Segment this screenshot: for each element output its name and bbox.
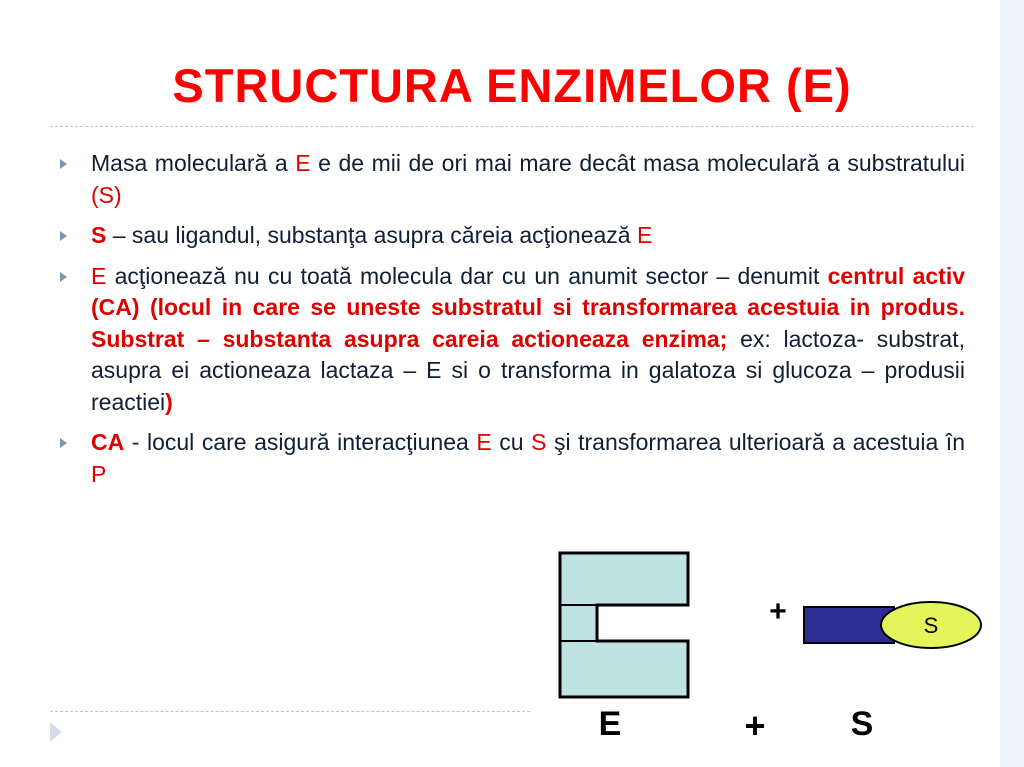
closing-parenthesis: ) — [165, 388, 173, 415]
substrate-symbol: (S) — [91, 181, 122, 208]
bullet-arrow-icon — [60, 159, 67, 169]
footer-divider — [50, 711, 530, 712]
slide-title: STRUCTURA ENZIMELOR (E) — [172, 59, 852, 112]
bullet-arrow-icon — [60, 231, 67, 241]
label-e: E — [598, 705, 622, 743]
bullet-text: cu — [491, 429, 532, 455]
bullet-item-active-center — [60, 261, 965, 419]
active-center-definition: centrul activ (CA) (locul in care se uneste substratul si transformarea acestuia in produs. Substrat – substanta asupra careia actioneaza enzima; — [91, 262, 966, 352]
label-plus: + — [744, 705, 766, 746]
product-symbol: P — [91, 460, 107, 487]
bullet-arrow-icon — [60, 438, 67, 448]
bullet-text: e de mii de ori mai mare decât masa moleculară a substratului — [310, 150, 965, 176]
bullet-text: Masa moleculară a — [91, 150, 296, 176]
bullet-text: ex: lactoza- substrat, asupra ei actioneaza lactaza – E si o transforma in galatoza si glucoza – produsii reactiei — [91, 325, 965, 415]
bullet-item-molecular-mass — [60, 148, 965, 211]
enzyme-symbol: E — [295, 150, 311, 176]
bullet-item-ca — [60, 427, 965, 490]
substrate-label: S — [923, 613, 939, 638]
bullet-text: – sau ligandul, substanţa asupra căreia acţionează — [106, 222, 637, 248]
bullet-item-substrate — [60, 220, 965, 252]
bullet-text: şi transformarea ulterioară a acestuia în — [546, 429, 965, 455]
bullet-text: acţionează nu cu toată molecula dar cu un anumit sector – denumit — [106, 262, 828, 289]
bullet-text: - locul care asigură interacţiunea — [124, 429, 477, 455]
corner-arrow-icon — [50, 722, 62, 742]
enzyme-symbol: E — [636, 222, 653, 248]
label-s: S — [850, 705, 874, 743]
bullet-arrow-icon — [60, 272, 67, 282]
title-divider — [50, 126, 974, 127]
enzyme-substrate-diagram — [550, 545, 988, 755]
slide-side-bar — [1000, 0, 1024, 767]
bullet-list — [60, 148, 965, 499]
ca-symbol: CA — [91, 429, 125, 455]
plus-sign-top: + — [769, 595, 787, 628]
enzyme-symbol: E — [476, 429, 492, 455]
substrate-symbol: S — [91, 222, 107, 248]
substrate-symbol: S — [531, 429, 547, 455]
enzyme-symbol: E — [91, 262, 107, 289]
